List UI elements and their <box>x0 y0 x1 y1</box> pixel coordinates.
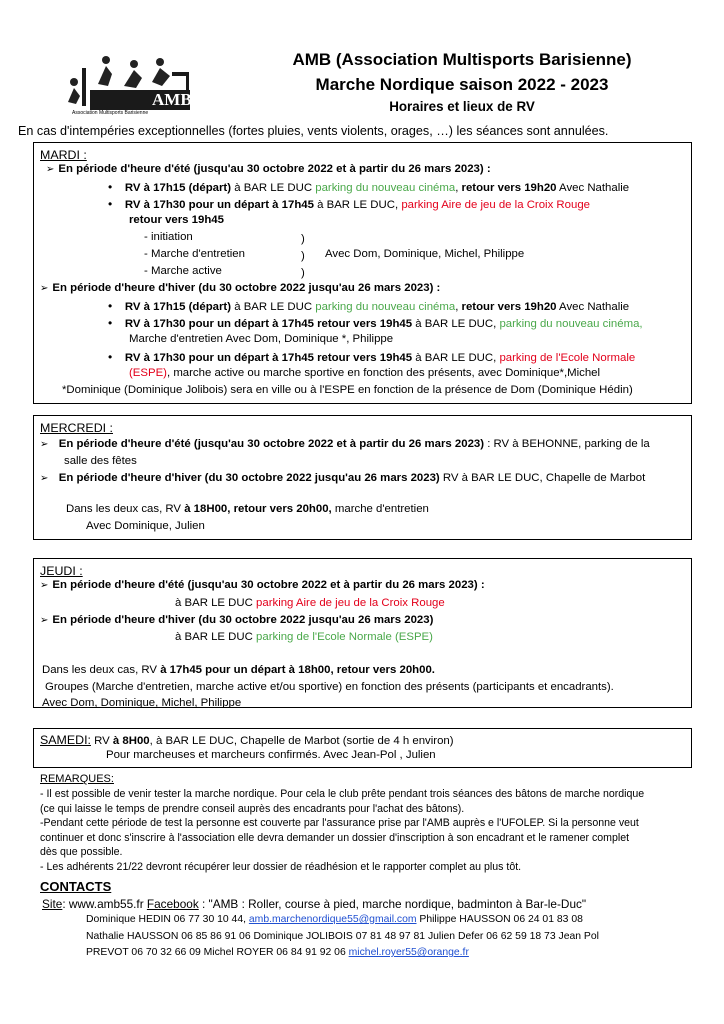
mercredi-both: Dans les deux cas, RV à 18H00, retour vers 20h00, marche d'entretien <box>66 503 429 515</box>
arrow-icon: ➢ <box>40 580 49 591</box>
mardi-ete-line: ➢ En période d'heure d'été (jusqu'au 30 octobre 2022 et à partir du 26 mars 2023) : <box>46 163 491 175</box>
mardi-note: *Dominique (Dominique Jolibois) sera en ville ou à l'ESPE en fonction de la présence de Dom (Dominique Hédin) <box>62 384 633 396</box>
paren-3: ) <box>301 267 305 279</box>
samedi-line-2: Pour marcheuses et marcheurs confirmés. Avec Jean-Pol , Julien <box>106 749 436 761</box>
jeudi-hiver-location: à BAR LE DUC parking de l'Ecole Normale (ESPE) <box>175 631 433 643</box>
bullet-icon: • <box>108 197 113 211</box>
section-jeudi <box>33 558 692 708</box>
remarque-line: continuer et donc s'inscrire à l'association elle devra demander un dossier d'inscription à son encadrant et le ramener complet <box>40 831 630 844</box>
arrow-icon: ➢ <box>40 283 49 294</box>
mardi-hiver-bullet-1: • RV à 17h15 (départ) à BAR LE DUC parking du nouveau cinéma, retour vers 19h20 Avec Nathalie <box>108 299 630 313</box>
arrow-icon: ➢ <box>40 473 49 484</box>
weather-notice: En cas d'intempéries exceptionnelles (fortes pluies, vents violents, orages, …) les séances sont annulées. <box>18 124 609 138</box>
mardi-heading: MARDI : <box>40 148 87 162</box>
mardi-ete-bullet-2: • RV à 17h30 pour un départ à 17h45 à BAR LE DUC, parking Aire de jeu de la Croix Rouge <box>108 197 591 211</box>
remarque-line: dès que possible. <box>40 846 123 859</box>
paren-2: ) <box>301 250 305 262</box>
mardi-hiver-bullet-3: • RV à 17h30 pour un départ à 17h45 retour vers 19h45 à BAR LE DUC, parking de l'Ecole Normale <box>108 350 636 364</box>
facebook-text[interactable]: : "AMB : Roller, course à pied, marche nordique, badminton à Bar-le-Duc" <box>198 897 587 911</box>
mardi-group-2: - Marche d'entretien <box>144 248 245 260</box>
section-mardi <box>33 142 692 404</box>
mercredi-hiver-line: ➢ En période d'heure d'hiver (du 30 octobre 2022 jusqu'au 26 mars 2023) RV à BAR LE DUC, Chapelle de Marbot <box>40 472 646 484</box>
arrow-icon: ➢ <box>46 164 55 175</box>
remarques-heading: REMARQUES: <box>40 773 114 785</box>
site-label: Site <box>42 897 63 911</box>
site-link[interactable]: : www.amb55.fr <box>62 897 147 911</box>
title-season: Marche Nordique saison 2022 - 2023 <box>315 75 609 94</box>
contacts-line-2: Nathalie HAUSSON 06 85 86 91 06 Dominique JOLIBOIS 07 81 48 97 81 Julien Defer 06 62 59 18 73 Jean Pol <box>86 931 599 942</box>
paren-1: ) <box>301 233 305 245</box>
contacts-line-1: Dominique HEDIN 06 77 30 10 44, amb.marchenordique55@gmail.com Philippe HAUSSON 06 24 01 83 08 <box>86 914 583 925</box>
facebook-label: Facebook <box>146 897 199 911</box>
remarque-line: (ce qui laisse le temps de prendre conseil auprès des encadrants pour l'achat des bâtons). <box>40 802 465 815</box>
jeudi-groups: Groupes (Marche d'entretien, marche active et/ou sportive) en fonction des présents (participants et encadrants). <box>45 681 614 693</box>
arrow-icon: ➢ <box>40 615 49 626</box>
contacts-heading: CONTACTS <box>40 879 112 894</box>
bullet-icon: • <box>108 299 113 313</box>
mardi-ete-bullet-1: • RV à 17h15 (départ) à BAR LE DUC parking du nouveau cinéma, retour vers 19h20 Avec Nathalie <box>108 180 630 194</box>
mercredi-ete-line: ➢ En période d'heure d'été (jusqu'au 30 octobre 2022 et à partir du 26 mars 2023) : RV à BEHONNE, parking de la <box>40 438 650 450</box>
jeudi-heading: JEUDI : <box>40 564 83 578</box>
samedi-heading: SAMEDI: <box>40 733 91 747</box>
mercredi-with: Avec Dominique, Julien <box>86 520 205 532</box>
email-link-1[interactable]: amb.marchenordique55@gmail.com <box>248 914 417 925</box>
mardi-group-3: - Marche active <box>144 265 222 277</box>
mardi-group-1: - initiation <box>144 231 193 243</box>
mardi-hiver-bullet-2: • RV à 17h30 pour un départ à 17h45 retour vers 19h45 à BAR LE DUC, parking du nouveau cinéma, <box>108 316 643 330</box>
email-link-2[interactable]: michel.royer55@orange.fr <box>348 947 469 958</box>
logo-text: AMB <box>152 90 192 109</box>
logo-caption: Association Multisports Barisienne <box>72 110 149 116</box>
title-association: AMB (Association Multisports Barisienne) <box>292 50 632 69</box>
jeudi-both: Dans les deux cas, RV à 17h45 pour un départ à 18h00, retour vers 20h00. <box>42 664 435 676</box>
mardi-ete-bullet-2-return: retour vers 19h45 <box>129 214 224 226</box>
title-schedule: Horaires et lieux de RV <box>389 99 535 114</box>
section-samedi <box>33 728 692 768</box>
samedi-line-1: SAMEDI: RV à 8H00, à BAR LE DUC, Chapelle de Marbot (sortie de 4 h environ) <box>40 733 454 747</box>
jeudi-ete-location: à BAR LE DUC parking Aire de jeu de la Croix Rouge <box>175 597 445 609</box>
mercredi-ete-place: salle des fêtes <box>64 455 137 467</box>
mercredi-heading: MERCREDI : <box>40 421 113 435</box>
remarques-list <box>40 787 690 875</box>
mardi-hiver-bullet-3-cont: (ESPE), marche active ou marche sportive en fonction des présents, avec Dominique*,Michel <box>129 367 601 379</box>
mardi-hiver-line: ➢ En période d'heure d'hiver (du 30 octobre 2022 jusqu'au 26 mars 2023) : <box>40 282 441 294</box>
jeudi-with: Avec Dom, Dominique, Michel, Philippe <box>42 697 242 707</box>
arrow-icon: ➢ <box>40 439 49 450</box>
section-mercredi <box>33 415 692 540</box>
contacts-line-3: PREVOT 06 70 32 66 09 Michel ROYER 06 84 91 92 06 michel.royer55@orange.fr <box>86 947 469 958</box>
bullet-icon: • <box>108 180 113 194</box>
remarque-line: - Les adhérents 21/22 devront récupérer leur dossier de réadhésion et le rapporter complet au plus tôt. <box>40 860 522 873</box>
amb-logo <box>62 52 197 118</box>
remarque-line: - Il est possible de venir tester la marche nordique. Pour cela le club prête pendant trois séances des bâtons de marche nordique <box>40 788 645 800</box>
jeudi-hiver-line: ➢ En période d'heure d'hiver (du 30 octobre 2022 jusqu'au 26 mars 2023) <box>40 614 434 626</box>
remarque-line: -Pendant cette période de test la personne est couverte par l'assurance prise par l'AMB auprès e l'UFOLEP. Si la personne veut <box>40 817 639 830</box>
mardi-groups-with: Avec Dom, Dominique, Michel, Philippe <box>325 248 525 260</box>
contacts-site-line <box>42 897 586 911</box>
bullet-icon: • <box>108 350 113 364</box>
bullet-icon: • <box>108 316 113 330</box>
jeudi-ete-line: ➢ En période d'heure d'été (jusqu'au 30 octobre 2022 et à partir du 26 mars 2023) : <box>40 579 485 591</box>
mardi-hiver-bullet-2-group: Marche d'entretien Avec Dom, Dominique *, Philippe <box>129 333 394 345</box>
